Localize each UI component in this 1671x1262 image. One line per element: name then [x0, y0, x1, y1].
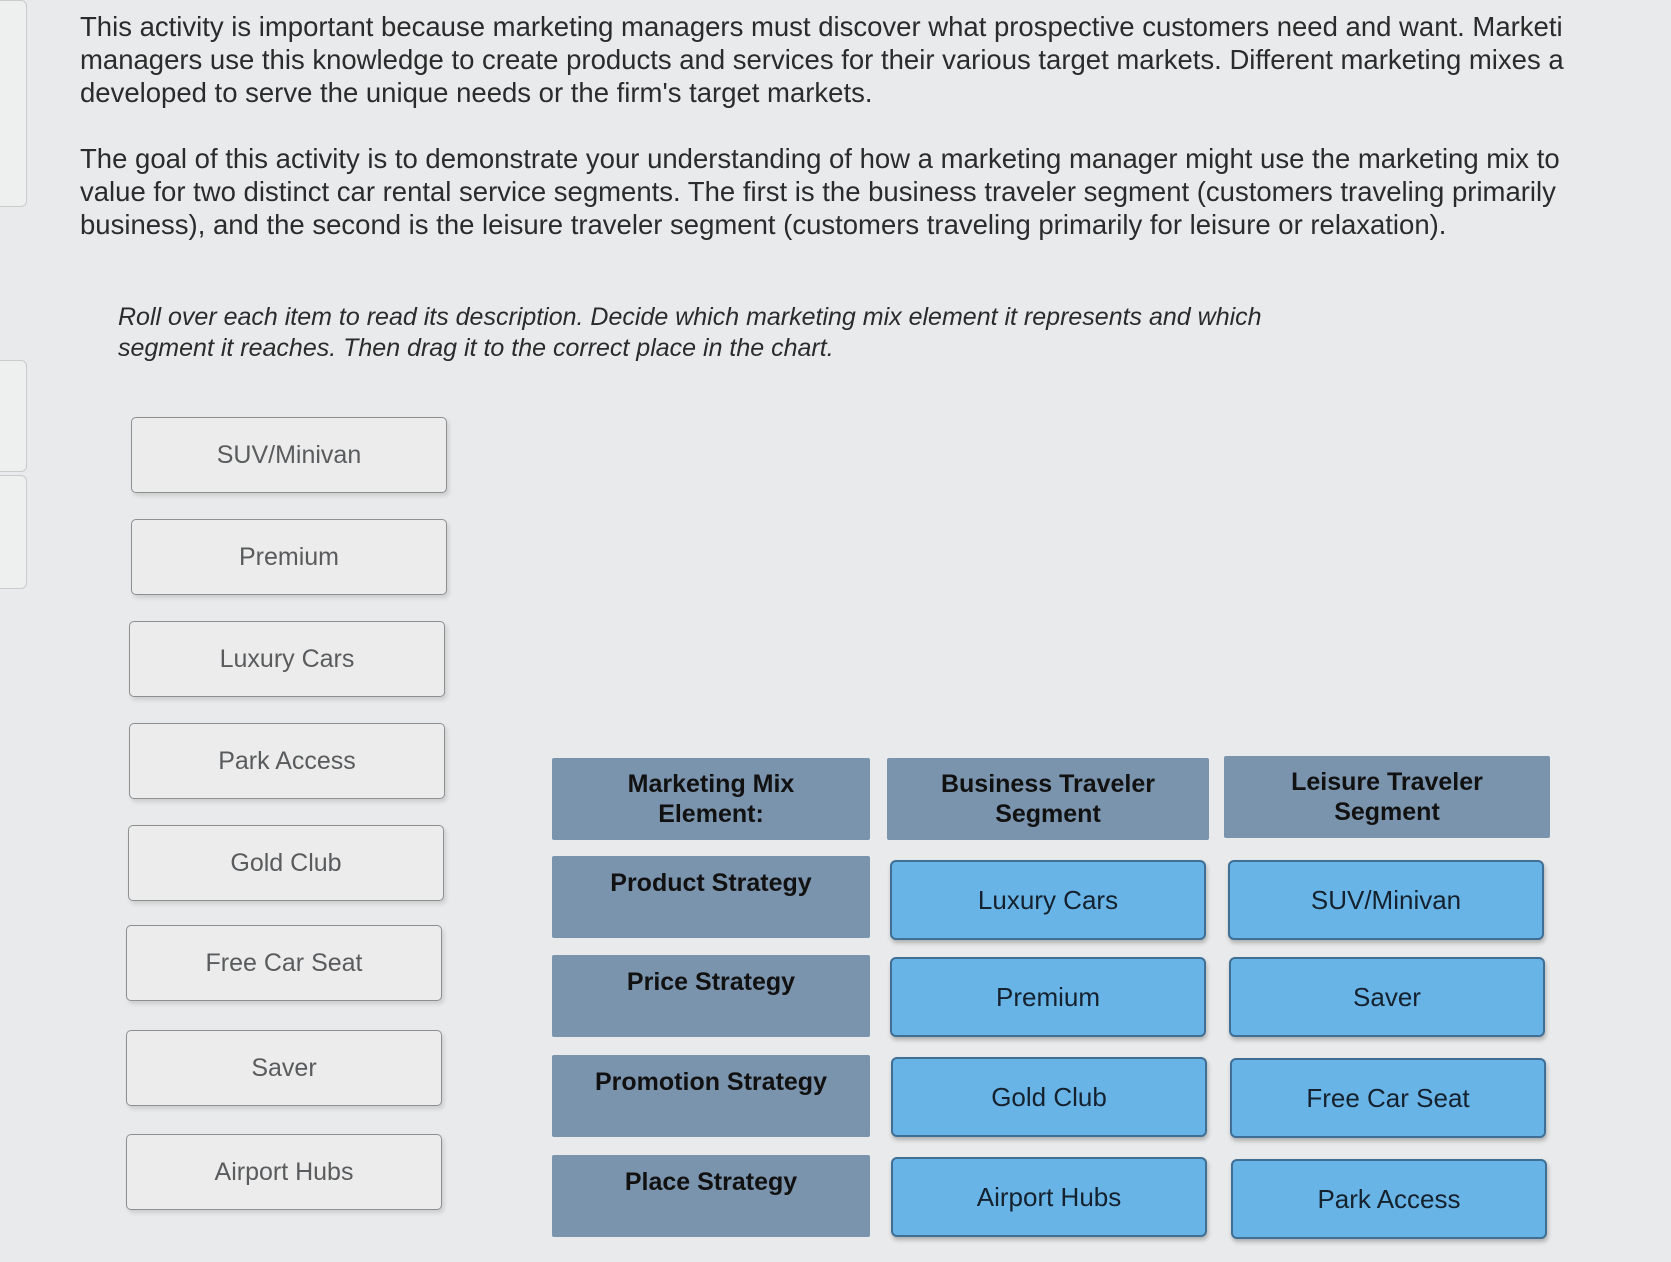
- side-panel-edge: [0, 0, 27, 207]
- drop-cell-business-place[interactable]: Airport Hubs: [891, 1157, 1207, 1237]
- intro-text-line: developed to serve the unique needs or the firm's target markets.: [80, 77, 873, 108]
- side-panel-edge: [0, 475, 27, 589]
- instructions-line: segment it reaches. Then drag it to the correct place in the chart.: [118, 334, 834, 362]
- intro-text-line: This activity is important because marketing managers must discover what prospective customers need and want. Marketi: [80, 11, 1563, 42]
- header-business-traveler: [887, 758, 1209, 840]
- row-product-strategy: Product Strategy: [552, 856, 870, 938]
- header-marketing-mix-element: [552, 758, 870, 840]
- drag-item-gold-club[interactable]: Gold Club: [128, 825, 444, 901]
- drag-item-suv-minivan[interactable]: SUV/Minivan: [131, 417, 447, 493]
- drop-cell-leisure-promotion[interactable]: Free Car Seat: [1230, 1058, 1546, 1138]
- intro-paragraph-1: [80, 10, 1671, 109]
- drag-item-premium[interactable]: Premium: [131, 519, 447, 595]
- intro-text-line: The goal of this activity is to demonstrate your understanding of how a marketing manager might use the marketing mix to: [80, 143, 1560, 174]
- instructions-line: Roll over each item to read its description. Decide which marketing mix element it represents and which: [118, 303, 1262, 331]
- header-leisure-traveler: [1224, 756, 1550, 838]
- drop-cell-business-price[interactable]: Premium: [890, 957, 1206, 1037]
- header-line: Leisure Traveler: [1291, 768, 1483, 796]
- intro-text-line: business), and the second is the leisure traveler segment (customers traveling primarily for leisure or relaxation).: [80, 209, 1447, 240]
- header-line: Marketing Mix: [627, 770, 795, 798]
- intro-text-line: managers use this knowledge to create products and services for their various target markets. Different marketing mixes a: [80, 44, 1564, 75]
- drag-item-park-access[interactable]: Park Access: [129, 723, 445, 799]
- drag-item-luxury-cars[interactable]: Luxury Cars: [129, 621, 445, 697]
- header-line: Element:: [658, 800, 764, 828]
- intro-text-line: value for two distinct car rental service segments. The first is the business traveler segment (customers traveling primarily: [80, 176, 1556, 207]
- header-line: Segment: [1334, 798, 1440, 826]
- row-place-strategy: Place Strategy: [552, 1155, 870, 1237]
- drop-cell-leisure-price[interactable]: Saver: [1229, 957, 1545, 1037]
- drop-cell-leisure-product[interactable]: SUV/Minivan: [1228, 860, 1544, 940]
- drop-cell-leisure-place[interactable]: Park Access: [1231, 1159, 1547, 1239]
- drag-item-saver[interactable]: Saver: [126, 1030, 442, 1106]
- row-promotion-strategy: Promotion Strategy: [552, 1055, 870, 1137]
- row-price-strategy: Price Strategy: [552, 955, 870, 1037]
- instructions: [118, 302, 1418, 364]
- header-line: Business Traveler: [940, 770, 1155, 798]
- intro-paragraph-2: [80, 142, 1671, 241]
- drag-item-airport-hubs[interactable]: Airport Hubs: [126, 1134, 442, 1210]
- drop-cell-business-product[interactable]: Luxury Cars: [890, 860, 1206, 940]
- drag-item-free-car-seat[interactable]: Free Car Seat: [126, 925, 442, 1001]
- header-line: Segment: [995, 800, 1101, 828]
- drop-cell-business-promotion[interactable]: Gold Club: [891, 1057, 1207, 1137]
- side-panel-edge: [0, 360, 27, 472]
